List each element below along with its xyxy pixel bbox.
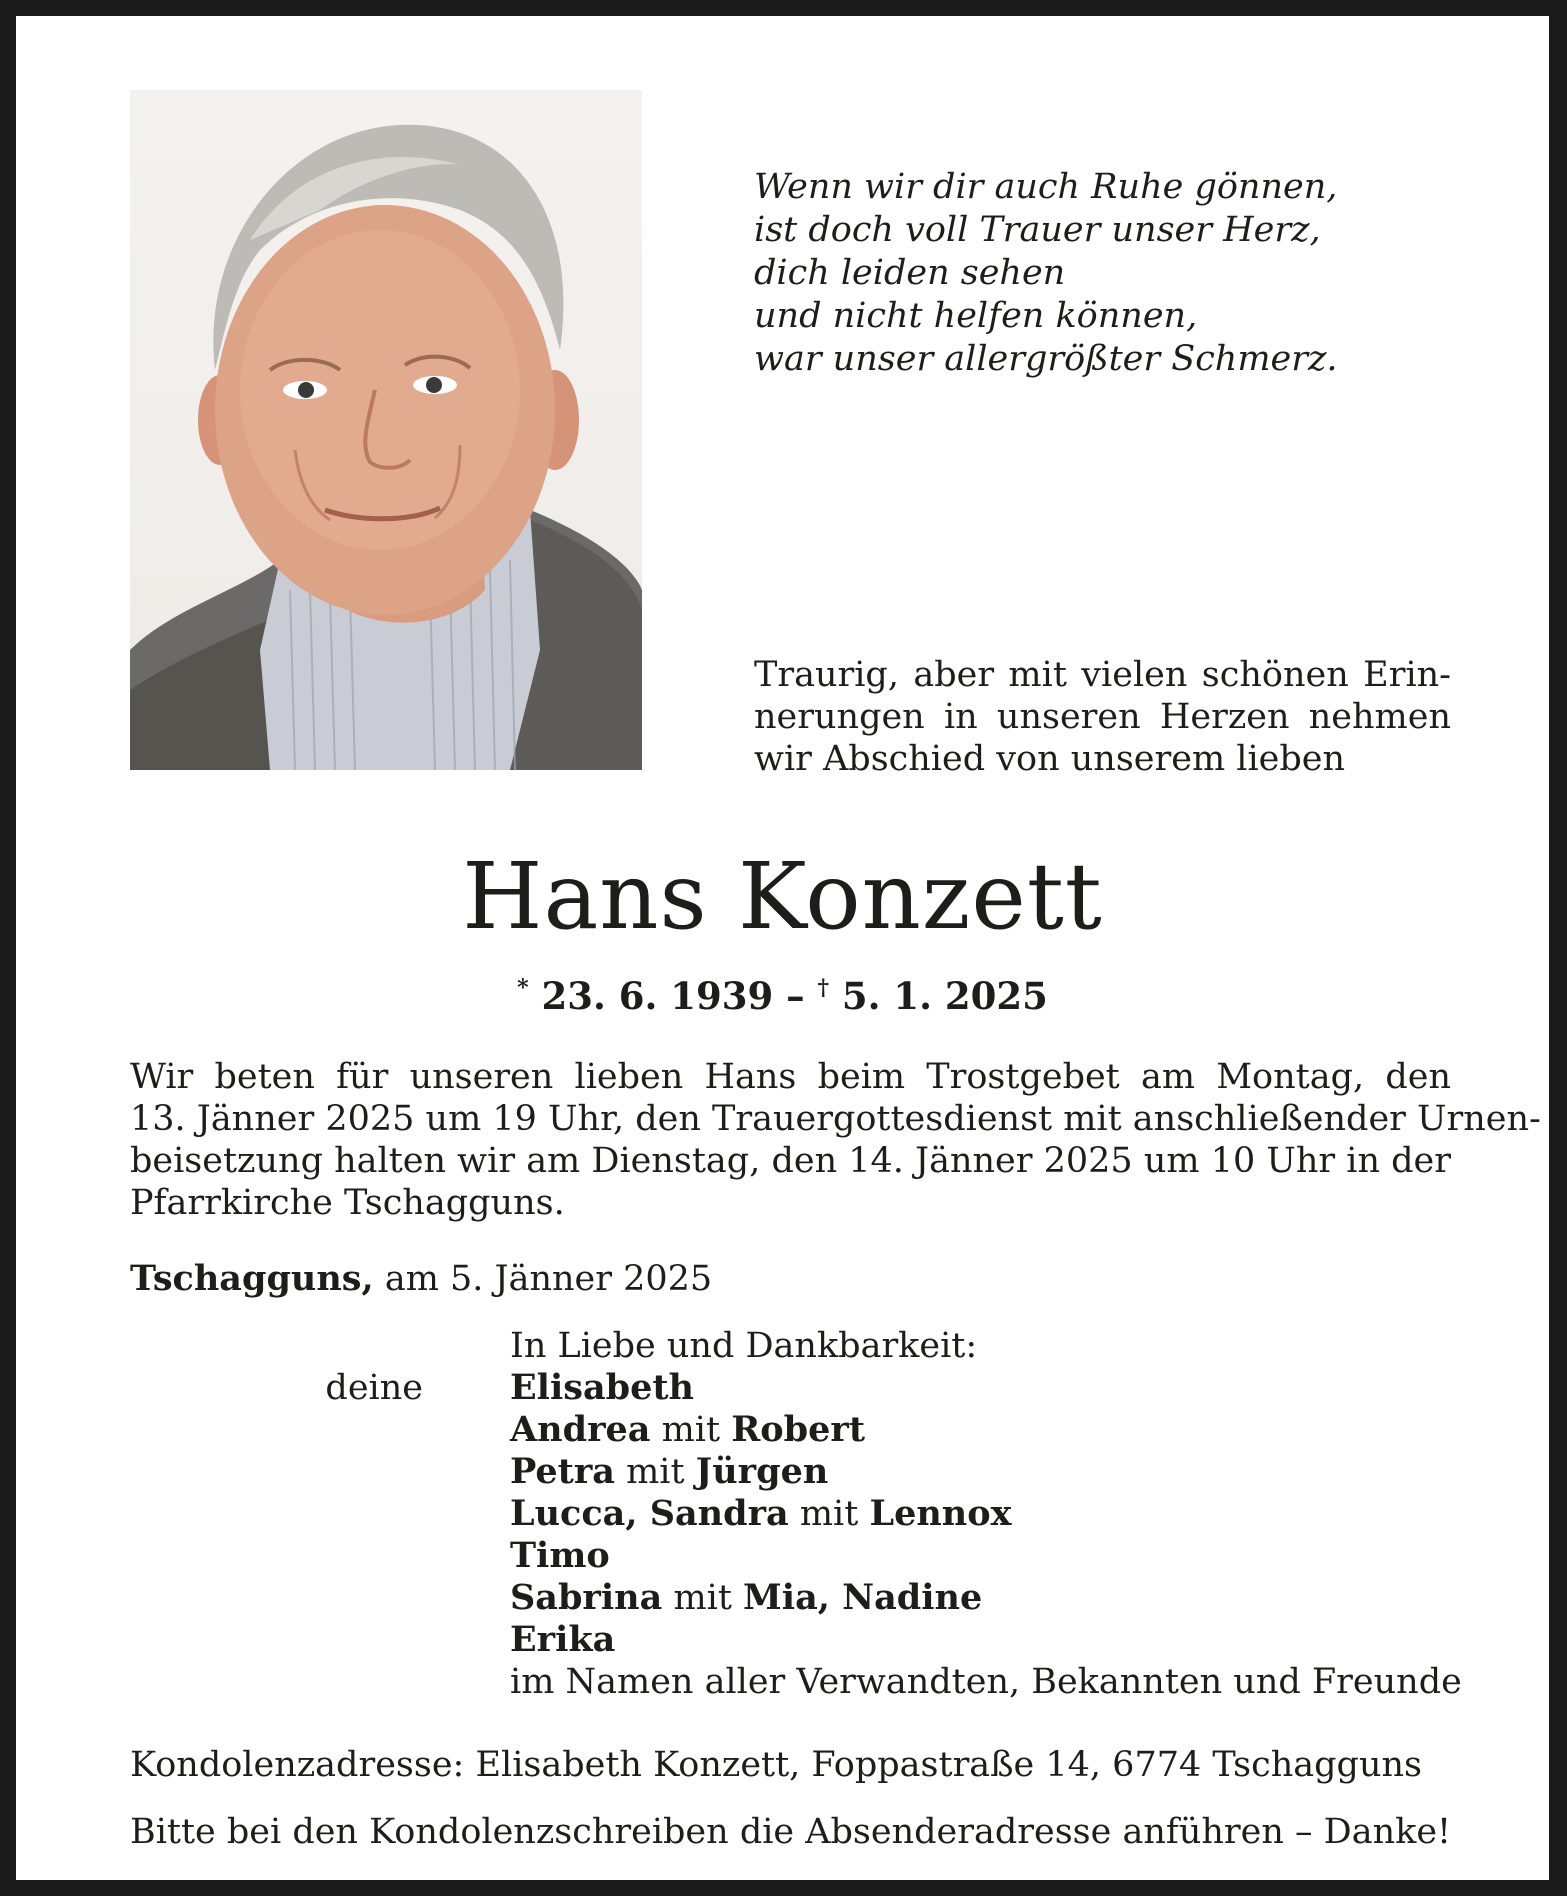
family-lead: deine xyxy=(325,1368,423,1408)
intro-line: nerungen in unseren Herzen nehmen xyxy=(754,697,1451,737)
family-row xyxy=(130,1451,1451,1493)
family-heading: In Liebe und Dankbarkeit: xyxy=(510,1326,978,1366)
family-name: Andrea xyxy=(510,1409,651,1450)
place-name: Tschagguns, xyxy=(130,1258,374,1299)
poem-line: ist doch voll Trauer unser Herz, xyxy=(754,210,1321,250)
family-row xyxy=(130,1577,1451,1619)
family-row xyxy=(130,1367,1451,1409)
poem-line: war unser allergrößter Schmerz. xyxy=(754,339,1338,379)
family-name: Lennox xyxy=(869,1493,1012,1534)
family-connector: mit xyxy=(799,1494,859,1534)
intro-line: wir Abschied von unserem lieben xyxy=(754,739,1346,779)
poem-line: und nicht helfen können, xyxy=(754,296,1198,336)
obituary-card xyxy=(16,16,1549,1880)
sender-request: Bitte bei den Kondolenzschreiben die Absenderadresse anführen – Danke! xyxy=(130,1812,1452,1852)
family-row xyxy=(130,1619,1451,1661)
family-connector: mit xyxy=(673,1578,732,1618)
family-closing: im Namen aller Verwandten, Bekannten und Freunde xyxy=(510,1662,1462,1702)
deceased-name: Hans Konzett xyxy=(462,843,1103,950)
family-name: Jürgen xyxy=(695,1451,829,1492)
family-row xyxy=(130,1409,1451,1451)
family-name: Sabrina xyxy=(510,1577,663,1618)
family-row xyxy=(130,1535,1451,1577)
intro-line: Traurig, aber mit vielen schönen Erin- xyxy=(754,655,1451,695)
place-date xyxy=(130,1258,712,1300)
family-name: Robert xyxy=(731,1409,865,1450)
family-row xyxy=(130,1493,1451,1535)
birth-date: 23. 6. 1939 xyxy=(541,974,774,1018)
condolence-address: Kondolenzadresse: Elisabeth Konzett, Foppastraße 14, 6774 Tschagguns xyxy=(130,1745,1422,1785)
notice-date: am 5. Jänner 2025 xyxy=(384,1259,713,1299)
family-signature xyxy=(130,1325,1462,1703)
birth-symbol: * xyxy=(517,975,529,1001)
life-dates xyxy=(16,966,1549,1018)
family-heading-row xyxy=(130,1325,1451,1367)
service-announcement xyxy=(130,1056,1541,1224)
announcement-line: Wir beten für unseren lieben Hans beim Trostgebet am Montag, den xyxy=(130,1057,1451,1097)
memorial-poem xyxy=(754,166,1474,381)
poem-line: dich leiden sehen xyxy=(754,253,1066,293)
family-name: Mia, Nadine xyxy=(743,1577,983,1618)
death-symbol: † xyxy=(817,975,830,1001)
announcement-line: beisetzung halten wir am Dienstag, den 14. Jänner 2025 um 10 Uhr in der xyxy=(130,1141,1451,1181)
family-name: Petra xyxy=(510,1451,615,1492)
family-closing-row xyxy=(130,1661,1462,1703)
portrait-illustration xyxy=(130,90,642,770)
family-name: Timo xyxy=(510,1535,610,1576)
family-connector: mit xyxy=(626,1452,685,1492)
family-name: Erika xyxy=(510,1619,616,1660)
date-separator: – xyxy=(786,974,805,1018)
family-connector: mit xyxy=(661,1410,721,1450)
family-name: Elisabeth xyxy=(510,1367,695,1408)
family-name: Lucca, Sandra xyxy=(510,1493,789,1534)
poem-line: Wenn wir dir auch Ruhe gönnen, xyxy=(754,167,1338,207)
death-date: 5. 1. 2025 xyxy=(841,974,1048,1018)
announcement-line: Pfarrkirche Tschagguns. xyxy=(130,1183,565,1223)
intro-text xyxy=(754,654,1451,780)
announcement-line: 13. Jänner 2025 um 19 Uhr, den Trauergottesdienst mit anschließender Urnen- xyxy=(130,1099,1541,1139)
portrait-photo xyxy=(130,90,642,770)
